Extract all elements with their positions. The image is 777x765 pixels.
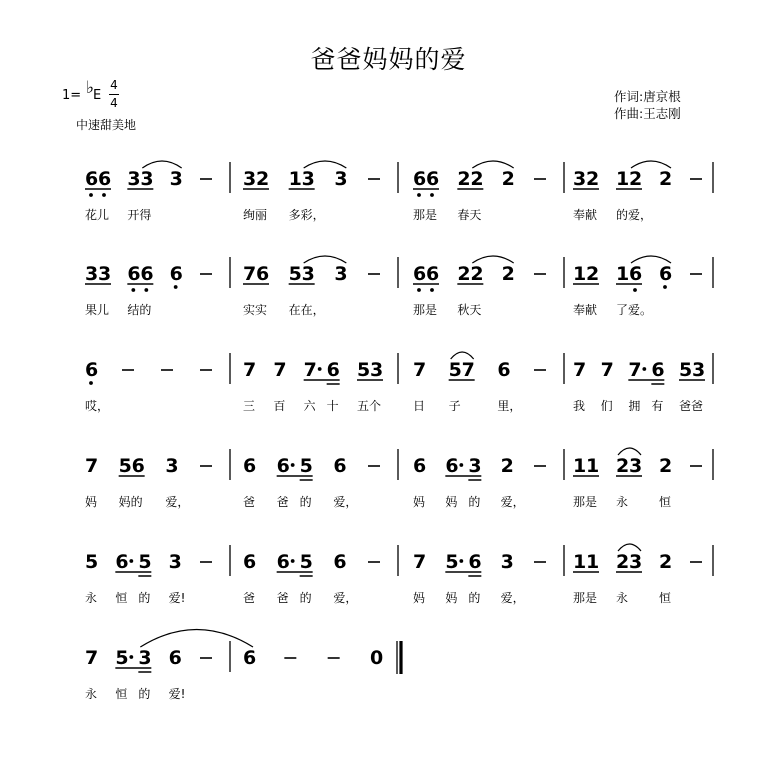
note-digit: 6 — [276, 551, 290, 573]
lyric-syllable: 六 — [303, 399, 316, 413]
note-digit: 6 — [243, 551, 257, 573]
lyric-syllable: 绚丽 — [243, 208, 268, 222]
low-octave-dot — [174, 285, 178, 289]
note-digit: 6 — [276, 455, 290, 477]
note-digit: 2 — [586, 263, 600, 285]
note-digit: 2 — [457, 168, 471, 190]
note-digit: 6 — [243, 647, 257, 669]
slur-arc — [618, 448, 641, 455]
note-digit: 2 — [500, 455, 514, 477]
note-digit: 3 — [334, 168, 348, 190]
low-octave-dot — [633, 288, 637, 292]
lyric-syllable: 那是 — [573, 495, 598, 509]
low-octave-dot — [89, 381, 93, 385]
note-digit: 2 — [256, 168, 270, 190]
lyric-syllable: 秋天 — [457, 303, 482, 317]
key-prefix: 1= — [62, 88, 82, 103]
lyric-syllable: 永 — [616, 591, 629, 605]
tie-arc — [140, 630, 253, 648]
lyric-syllable: 恒 — [115, 687, 128, 701]
note-digit: 6 — [629, 263, 643, 285]
low-octave-dot — [131, 288, 135, 292]
note-digit: 6 — [127, 263, 141, 285]
low-octave-dot — [430, 193, 434, 197]
note-digit: 6 — [497, 359, 511, 381]
note-digit: 3 — [168, 551, 182, 573]
lyric-syllable: 子 — [448, 399, 461, 413]
lyric-syllable: 妈 — [85, 495, 98, 509]
augmentation-dot — [318, 367, 322, 371]
note-digit: 1 — [586, 455, 600, 477]
low-octave-dot — [417, 288, 421, 292]
slur-arc — [472, 256, 513, 263]
note-digit: 3 — [573, 168, 587, 190]
note-digit: 3 — [169, 168, 183, 190]
note-digit: 2 — [501, 168, 515, 190]
lyric-syllable: 爱! — [168, 687, 186, 701]
note-digit: 6 — [140, 263, 154, 285]
lyric-syllable: 那是 — [573, 591, 598, 605]
note-digit: 2 — [616, 551, 630, 573]
lyric-syllable: 开得 — [127, 208, 152, 222]
note-digit: 2 — [616, 455, 630, 477]
lyric-syllable: 那是 — [413, 303, 438, 317]
low-octave-dot — [144, 288, 148, 292]
note-digit: 7 — [303, 359, 317, 381]
flat-sign: ♭ — [86, 78, 95, 98]
key-note: E — [93, 88, 102, 103]
note-digit: 2 — [659, 168, 673, 190]
lyric-syllable: 哎， — [85, 399, 110, 413]
lyric-syllable: 我 — [573, 399, 586, 413]
note-digit: 6 — [413, 455, 427, 477]
lyric-syllable: 在在， — [288, 303, 325, 317]
note-digit: 6 — [115, 551, 129, 573]
augmentation-dot — [642, 367, 646, 371]
lyric-syllable: 奉献 — [573, 303, 598, 317]
lyric-syllable: 日 — [413, 399, 426, 413]
note-digit: 6 — [426, 168, 440, 190]
lyric-syllable: 爸 — [276, 495, 289, 509]
note-digit: 6 — [468, 551, 482, 573]
note-digit: 5 — [118, 455, 132, 477]
note-digit: 1 — [288, 168, 302, 190]
note-digit: 6 — [326, 359, 340, 381]
note-digit: 5 — [299, 551, 313, 573]
lyric-syllable: 爱， — [500, 591, 525, 605]
note-digit: 2 — [629, 168, 643, 190]
note-digit: 6 — [98, 168, 112, 190]
note-digit: 2 — [501, 263, 515, 285]
note-digit: 6 — [256, 263, 270, 285]
lyric-syllable: 妈的 — [118, 495, 143, 509]
lyric-syllable: 永 — [85, 687, 98, 701]
note-digit: 3 — [98, 263, 112, 285]
slur-arc — [304, 161, 347, 168]
note-digit: 2 — [659, 455, 673, 477]
tempo-marking: 中速甜美地 — [76, 118, 137, 132]
note-digit: 2 — [586, 168, 600, 190]
slur-arc — [451, 352, 474, 359]
note-digit: 6 — [243, 455, 257, 477]
note-digit: 3 — [370, 359, 384, 381]
note-digit: 3 — [692, 359, 706, 381]
note-digit: 5 — [448, 359, 462, 381]
note-digit: 3 — [85, 263, 99, 285]
note-digit: 5 — [115, 647, 129, 669]
note-digit: 3 — [301, 263, 315, 285]
note-digit: 3 — [165, 455, 179, 477]
note-digit: 7 — [85, 455, 99, 477]
note-digit: 0 — [370, 647, 384, 669]
time-unit: 4 — [110, 96, 118, 110]
note-digit: 7 — [573, 359, 587, 381]
lyric-syllable: 妈 — [445, 495, 458, 509]
low-octave-dot — [663, 285, 667, 289]
note-digit: 5 — [357, 359, 371, 381]
note-digit: 5 — [445, 551, 459, 573]
time-beats: 4 — [110, 78, 118, 92]
note-digit: 6 — [426, 263, 440, 285]
lyric-syllable: 多彩， — [288, 208, 325, 222]
lyric-syllable: 爸 — [243, 495, 256, 509]
note-digit: 5 — [299, 455, 313, 477]
lyric-syllable: 花儿 — [85, 208, 110, 222]
note-digit: 1 — [616, 168, 630, 190]
lyric-syllable: 的 — [468, 591, 481, 605]
lyric-syllable: 们 — [600, 399, 613, 413]
slur-arc — [631, 256, 671, 263]
note-digit: 3 — [629, 551, 643, 573]
note-digit: 3 — [243, 168, 257, 190]
augmentation-dot — [129, 655, 133, 659]
note-digit: 7 — [273, 359, 287, 381]
low-octave-dot — [430, 288, 434, 292]
lyric-syllable: 爱， — [333, 591, 358, 605]
lyric-syllable: 爸 — [276, 591, 289, 605]
note-digit: 6 — [651, 359, 665, 381]
lyric-syllable: 奉献 — [573, 208, 598, 222]
note-digit: 7 — [628, 359, 642, 381]
note-digit: 2 — [659, 551, 673, 573]
lyric-syllable: 恒 — [659, 591, 672, 605]
lyric-syllable: 的 — [299, 495, 312, 509]
lyric-syllable: 爸爸 — [679, 399, 704, 413]
augmentation-dot — [129, 559, 133, 563]
lyric-syllable: 拥 — [628, 399, 641, 413]
note-digit: 6 — [413, 168, 427, 190]
lyric-syllable: 爸 — [243, 591, 256, 605]
composer-credit: 作曲:王志刚 — [614, 106, 681, 121]
low-octave-dot — [89, 193, 93, 197]
lyric-syllable: 了爱。 — [616, 303, 653, 317]
note-digit: 5 — [85, 551, 99, 573]
lyric-syllable: 十 — [326, 399, 339, 413]
note-digit: 7 — [243, 263, 257, 285]
lyric-syllable: 恒 — [115, 591, 128, 605]
low-octave-dot — [417, 193, 421, 197]
slur-arc — [631, 161, 671, 168]
lyric-syllable: 永 — [85, 591, 98, 605]
note-digit: 3 — [140, 168, 154, 190]
note-digit: 1 — [586, 551, 600, 573]
lyric-syllable: 三 — [243, 399, 256, 413]
slur-arc — [472, 161, 513, 168]
lyric-syllable: 实实 — [243, 303, 268, 317]
note-digit: 6 — [85, 168, 99, 190]
note-digit: 6 — [445, 455, 459, 477]
lyric-syllable: 爱! — [168, 591, 186, 605]
note-digit: 7 — [413, 359, 427, 381]
lyric-syllable: 永 — [616, 495, 629, 509]
note-digit: 7 — [85, 647, 99, 669]
note-digit: 2 — [470, 263, 484, 285]
lyric-syllable: 的 — [468, 495, 481, 509]
lyric-syllable: 里， — [497, 399, 522, 413]
note-digit: 6 — [333, 455, 347, 477]
lyric-syllable: 的 — [138, 591, 151, 605]
slur-arc — [618, 544, 641, 551]
note-digit: 3 — [500, 551, 514, 573]
note-digit: 1 — [573, 455, 587, 477]
note-digit: 2 — [457, 263, 471, 285]
note-digit: 6 — [169, 263, 183, 285]
lyric-syllable: 百 — [273, 399, 286, 413]
lyric-syllable: 爱， — [165, 495, 190, 509]
note-digit: 5 — [679, 359, 693, 381]
lyric-syllable: 果儿 — [85, 303, 110, 317]
lyric-syllable: 爱， — [333, 495, 358, 509]
note-digit: 6 — [168, 647, 182, 669]
note-digit: 1 — [616, 263, 630, 285]
lyric-syllable: 春天 — [457, 208, 482, 222]
note-digit: 5 — [138, 551, 152, 573]
note-digit: 7 — [413, 551, 427, 573]
note-digit: 3 — [127, 168, 141, 190]
note-digit: 7 — [461, 359, 475, 381]
lyric-syllable: 五个 — [357, 399, 382, 413]
note-digit: 7 — [243, 359, 257, 381]
note-digit: 6 — [85, 359, 99, 381]
lyric-syllable: 恒 — [659, 495, 672, 509]
lyricist-credit: 作词:唐京根 — [614, 89, 681, 104]
lyric-syllable: 妈 — [413, 495, 426, 509]
note-digit: 3 — [629, 455, 643, 477]
lyric-syllable: 有 — [651, 399, 664, 413]
note-digit: 1 — [573, 551, 587, 573]
lyric-syllable: 的 — [299, 591, 312, 605]
slur-arc — [304, 256, 347, 263]
augmentation-dot — [291, 463, 295, 467]
note-digit: 3 — [301, 168, 315, 190]
note-digit: 6 — [413, 263, 427, 285]
song-title: 爸爸妈妈的爱 — [310, 45, 467, 74]
lyric-syllable: 妈 — [445, 591, 458, 605]
note-digit: 3 — [468, 455, 482, 477]
note-digit: 3 — [334, 263, 348, 285]
note-digit: 5 — [288, 263, 302, 285]
note-digit: 6 — [659, 263, 673, 285]
note-digit: 2 — [470, 168, 484, 190]
low-octave-dot — [102, 193, 106, 197]
lyric-syllable: 那是 — [413, 208, 438, 222]
lyric-syllable: 爱， — [500, 495, 525, 509]
slur-arc — [142, 161, 181, 168]
lyric-syllable: 的 — [138, 687, 151, 701]
augmentation-dot — [459, 559, 463, 563]
note-digit: 7 — [600, 359, 614, 381]
augmentation-dot — [459, 463, 463, 467]
lyric-syllable: 的爱， — [616, 208, 653, 222]
lyric-syllable: 妈 — [413, 591, 426, 605]
lyric-syllable: 结的 — [127, 303, 152, 317]
augmentation-dot — [291, 559, 295, 563]
note-digit: 6 — [333, 551, 347, 573]
note-digit: 3 — [138, 647, 152, 669]
note-digit: 6 — [131, 455, 145, 477]
note-digit: 1 — [573, 263, 587, 285]
